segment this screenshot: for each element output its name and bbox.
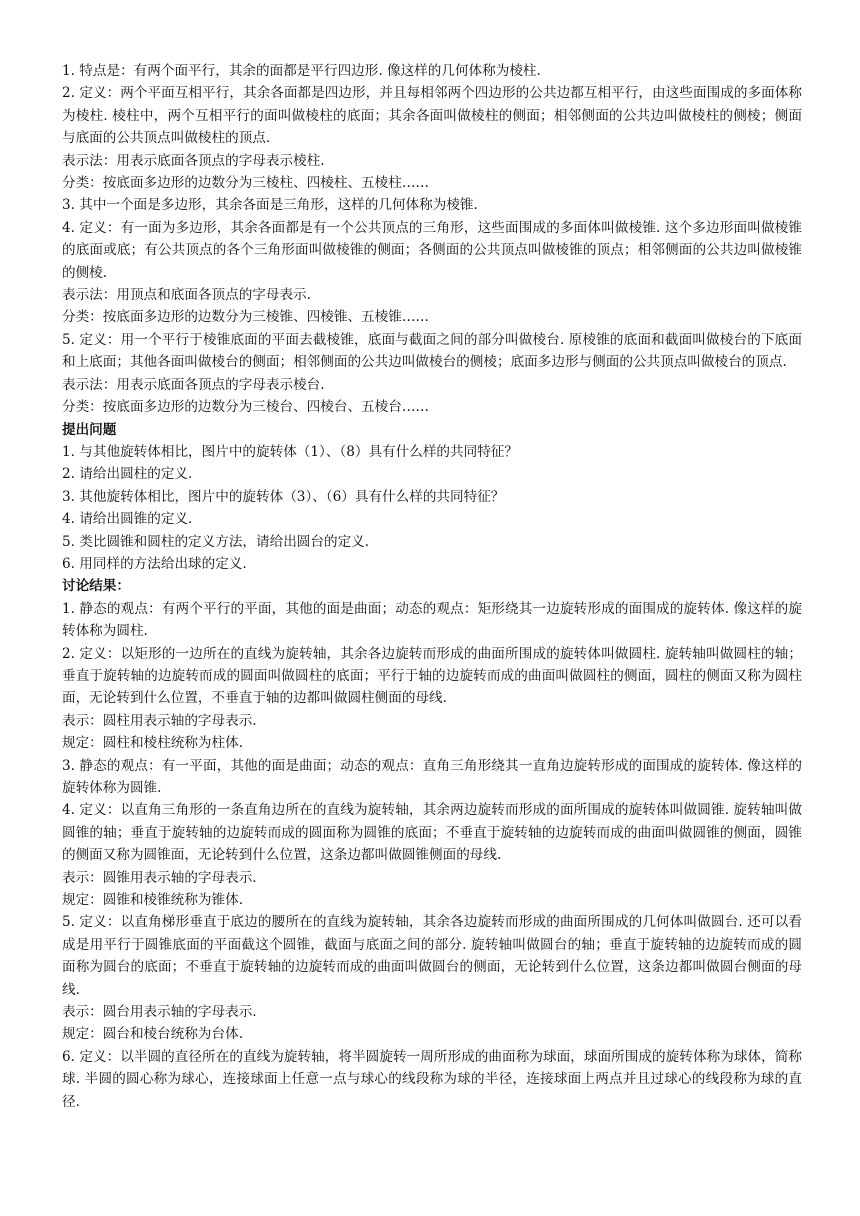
frustum-notation: 表示法：用表示底面各顶点的字母表示棱台. <box>62 376 325 393</box>
prism-classification: 分类：按底面多边形的边数分为三棱柱、四棱柱、五棱柱…… <box>62 175 430 192</box>
question-item: 5. 类比圆锥和圆柱的定义方法，请给出圆台的定义. <box>62 533 370 550</box>
question-item: 4. 请给出圆锥的定义. <box>62 511 193 528</box>
prism-notation: 表示法：用表示底面各顶点的字母表示棱柱. <box>62 152 325 169</box>
frustum-cone-rule: 规定：圆台和棱台统称为台体. <box>62 1026 244 1043</box>
cylinder-rule: 规定：圆柱和棱柱统称为柱体. <box>62 735 244 752</box>
cylinder-feature: 1. 静态的观点：有两个平行的平面，其他的面是曲面；动态的观点：矩形绕其一边旋转形成的面围成的旋转体. 像这样的旋转体称为圆柱. <box>62 600 802 640</box>
question-item: 2. 请给出圆柱的定义. <box>62 466 193 483</box>
prism-feature: 1. 特点是：有两个面平行，其余的面都是平行四边形. 像这样的几何体称为棱柱. <box>62 63 541 79</box>
cone-definition: 4. 定义：以直角三角形的一条直角边所在的直线为旋转轴，其余两边旋转而形成的面所围成的旋转体叫做圆锥. 旋转轴叫做圆锥的轴；垂直于旋转轴的边旋转而成的圆面称为圆锥的底面；不垂直于旋转轴的边旋转而成的曲面叫做圆锥的侧面，圆锥的侧面又称为圆锥面，无论转到什么位置，这条边都叫做圆锥侧面的母线. <box>62 802 802 864</box>
cone-feature: 3. 静态的观点：有一平面，其他的面是曲面；动态的观点：直角三角形绕其一直角边旋转形成的面围成的旋转体. 像这样的旋转体称为圆锥. <box>62 757 802 796</box>
pyramid-definition: 4. 定义：有一面为多边形，其余各面都是有一个公共顶点的三角形，这些面围成的多面体叫做棱锥. 这个多边形面叫做棱锥的底面或底；有公共顶点的各个三角形面叫做棱锥的侧面；各侧面的公共顶点叫做棱锥的顶点；相邻侧面的公共边叫做棱锥的侧棱. <box>62 219 802 281</box>
question-item: 6. 用同样的方法给出球的定义. <box>62 555 247 572</box>
frustum-cone-notation: 表示：圆台用表示轴的字母表示. <box>62 1004 257 1021</box>
prism-definition: 2. 定义：两个平面互相平行，其余各面都是四边形，并且每相邻两个四边形的公共边都互相平行，由这些面围成的多面体称为棱柱. 棱柱中，两个互相平行的面叫做棱柱的底面；其余各面叫做棱柱的侧面；相邻侧面的公共边叫做棱柱的侧棱；侧面与底面的公共顶点叫做棱柱的顶点. <box>62 85 802 147</box>
question-item: 1. 与其他旋转体相比，图片中的旋转体（1）、（8）具有什么样的共同特征？ <box>62 443 518 460</box>
document-page <box>62 60 802 1113</box>
pyramid-classification: 分类：按底面多边形的边数分为三棱锥、四棱锥、五棱锥…… <box>62 309 430 326</box>
cone-notation: 表示：圆锥用表示轴的字母表示. <box>62 869 257 886</box>
cylinder-definition: 2. 定义：以矩形的一边所在的直线为旋转轴，其余各边旋转而形成的曲面所围成的旋转体叫做圆柱. 旋转轴叫做圆柱的轴；垂直于旋转轴的边旋转而成的圆面叫做圆柱的底面；平行于轴的边旋转而成的曲面叫做圆柱的侧面，圆柱的侧面又称为圆柱面，无论转到什么位置，不垂直于轴的边都叫做圆柱侧面的母线. <box>62 645 802 707</box>
pyramid-feature: 3. 其中一个面是多边形，其余各面是三角形，这样的几何体称为棱锥. <box>62 197 478 214</box>
results-heading: 讨论结果： <box>62 578 130 595</box>
sphere-definition: 6. 定义：以半圆的直径所在的直线为旋转轴，将半圆旋转一周所形成的曲面称为球面，球面所围成的旋转体称为球体，简称球. 半圆的圆心称为球心，连接球面上任意一点与球心的线段称为球的半径，连接球面上两点并且过球心的线段称为球的直径. <box>62 1048 802 1110</box>
pyramid-notation: 表示法：用顶点和底面各顶点的字母表示. <box>62 287 312 304</box>
frustum-definition: 5. 定义：用一个平行于棱锥底面的平面去截棱锥，底面与截面之间的部分叫做棱台. 原棱锥的底面和截面叫做棱台的下底面和上底面；其他各面叫做棱台的侧面；相邻侧面的公共边叫做棱台的侧棱；底面多边形与侧面的公共顶点叫做棱台的顶点. <box>62 331 802 371</box>
frustum-cone-definition: 5. 定义：以直角梯形垂直于底边的腰所在的直线为旋转轴，其余各边旋转而形成的曲面所围成的几何体叫做圆台. 还可以看成是用平行于圆锥底面的平面截这个圆锥，截面与底面之间的部分. 旋转轴叫做圆台的轴；垂直于旋转轴的边旋转而成的圆面称为圆台的底面；不垂直于旋转轴的边旋转而成的曲面叫做圆台的侧面，无论转到什么位置，这条边都叫做圆台侧面的母线. <box>62 914 802 998</box>
frustum-classification: 分类：按底面多边形的边数分为三棱台、四棱台、五棱台…… <box>62 399 430 416</box>
question-item: 3. 其他旋转体相比，图片中的旋转体（3）、（6）具有什么样的共同特征？ <box>62 488 505 505</box>
cylinder-notation: 表示：圆柱用表示轴的字母表示. <box>62 712 257 729</box>
questions-heading: 提出问题 <box>62 421 117 438</box>
cone-rule: 规定：圆锥和棱锥统称为锥体. <box>62 892 244 909</box>
